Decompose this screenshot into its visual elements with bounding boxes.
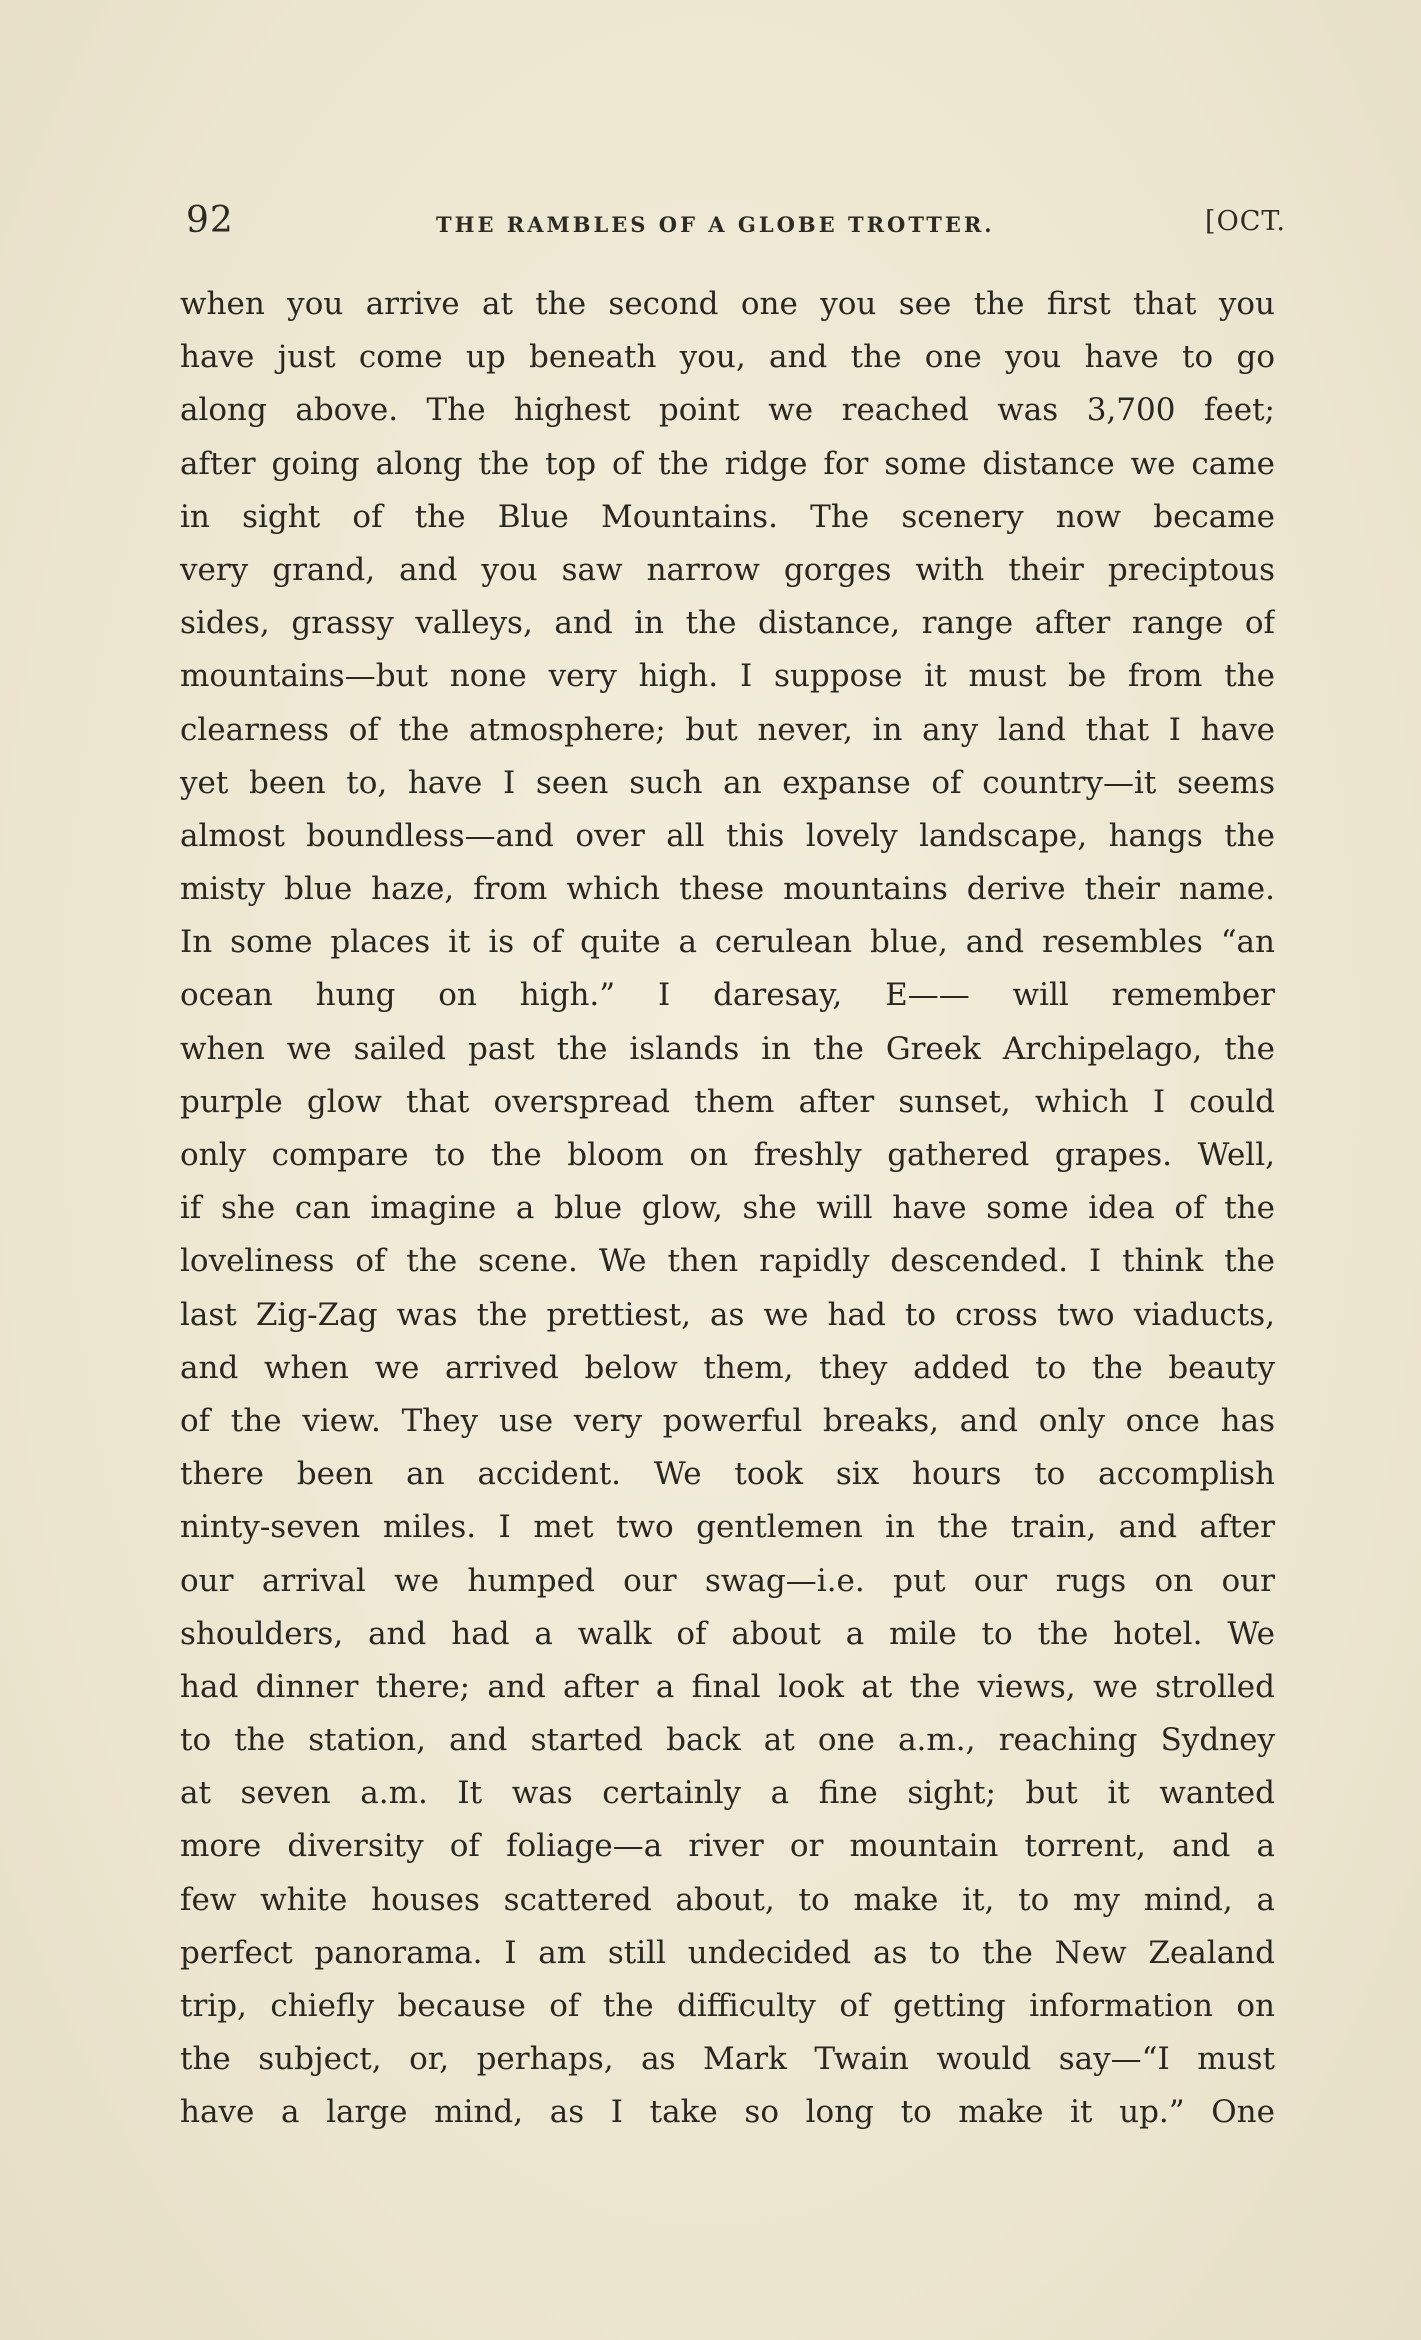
- text-line: shoulders, and had a walk of about a mile to the hotel. We: [180, 1615, 1275, 1652]
- page-number: 92: [186, 200, 234, 241]
- text-line: sides, grassy valleys, and in the distance, range after range of: [180, 605, 1275, 642]
- running-month: [OCT.: [1205, 206, 1286, 237]
- text-line: at seven a.m. It was certainly a fine sight; but it wanted: [180, 1775, 1275, 1812]
- text-line: purple glow that overspread them after sunset, which I could: [180, 1083, 1275, 1120]
- text-line: if she can imagine a blue glow, she will have some idea of the: [180, 1190, 1275, 1227]
- running-head: [186, 200, 1286, 250]
- body-text: [180, 278, 1275, 2140]
- text-line: when we sailed past the islands in the Greek Archipelago, the: [180, 1030, 1275, 1067]
- text-line: clearness of the atmosphere; but never, in any land that I have: [180, 711, 1275, 748]
- text-line: our arrival we humped our swag—i.e. put our rugs on our: [180, 1562, 1275, 1599]
- text-line: there been an accident. We took six hours to accomplish: [180, 1456, 1275, 1493]
- text-line: last Zig-Zag was the prettiest, as we had to cross two viaducts,: [180, 1296, 1275, 1333]
- text-line: few white houses scattered about, to make it, to my mind, a: [180, 1881, 1275, 1918]
- text-line: the subject, or, perhaps, as Mark Twain would say—“I must: [180, 2041, 1275, 2078]
- text-line: misty blue haze, from which these mountains derive their name.: [180, 871, 1275, 908]
- text-line: perfect panorama. I am still undecided as to the New Zealand: [180, 1934, 1275, 1971]
- text-line: trip, chiefly because of the difficulty of getting information on: [180, 1988, 1275, 2024]
- text-line: almost boundless—and over all this lovely landscape, hangs the: [180, 817, 1275, 854]
- text-line: of the view. They use very powerful breaks, and only once has: [180, 1402, 1275, 1439]
- text-line: in sight of the Blue Mountains. The scenery now became: [180, 498, 1275, 535]
- text-line: mountains—but none very high. I suppose it must be from the: [180, 658, 1275, 695]
- text-line: to the station, and started back at one a.m., reaching Sydney: [180, 1722, 1275, 1759]
- running-title: THE RAMBLES OF A GLOBE TROTTER.: [436, 212, 995, 237]
- text-line: and when we arrived below them, they added to the beauty: [180, 1349, 1275, 1386]
- text-line: In some places it is of quite a cerulean blue, and resembles “an: [180, 924, 1275, 961]
- text-line: when you arrive at the second one you see the first that you: [180, 286, 1275, 322]
- text-line: ninty-seven miles. I met two gentlemen in the train, and after: [180, 1509, 1275, 1546]
- text-line: very grand, and you saw narrow gorges with their preciptous: [180, 551, 1275, 588]
- text-line: yet been to, have I seen such an expanse of country—it seems: [180, 764, 1275, 801]
- text-line: along above. The highest point we reached was 3,700 feet;: [180, 392, 1275, 429]
- text-line: after going along the top of the ridge for some distance we came: [180, 445, 1275, 482]
- text-line: more diversity of foliage—a river or mountain torrent, and a: [180, 1828, 1275, 1865]
- text-line: loveliness of the scene. We then rapidly descended. I think the: [180, 1243, 1275, 1280]
- text-line: have just come up beneath you, and the one you have to go: [180, 339, 1275, 376]
- text-line: ocean hung on high.” I daresay, E—— will remember: [180, 977, 1275, 1014]
- text-line: have a large mind, as I take so long to make it up.” One: [180, 2094, 1275, 2131]
- text-line: only compare to the bloom on freshly gathered grapes. Well,: [180, 1137, 1275, 1173]
- text-line: had dinner there; and after a final look at the views, we strolled: [180, 1668, 1275, 1705]
